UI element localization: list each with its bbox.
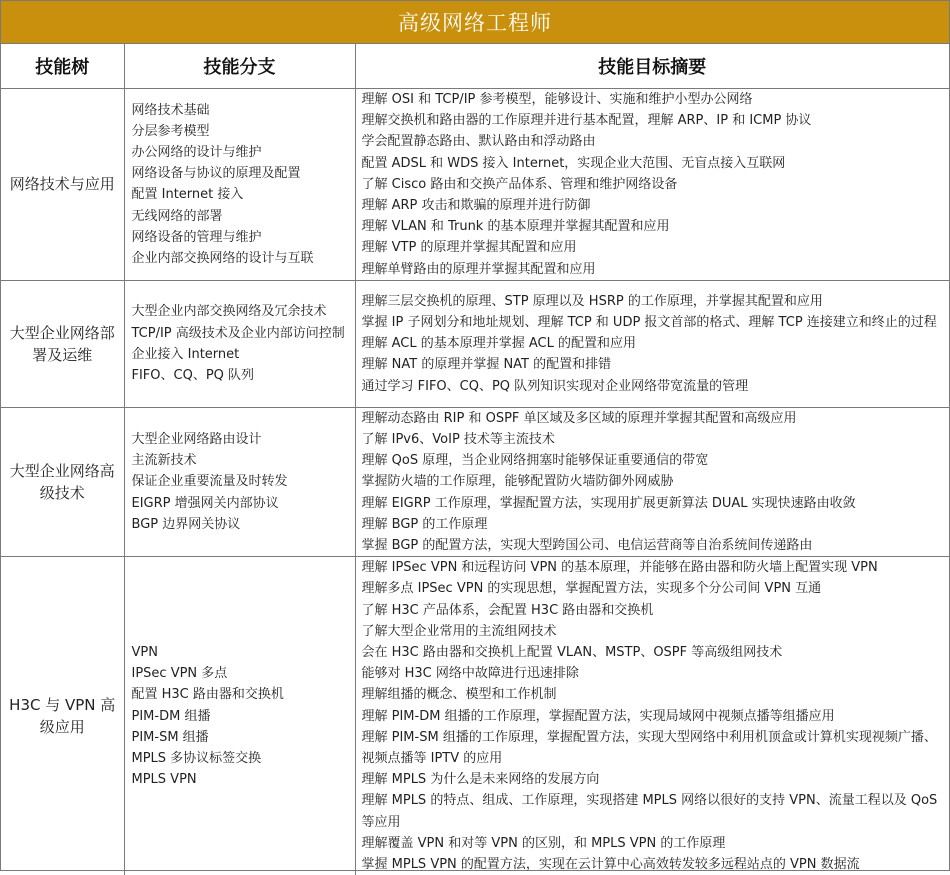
table-body bbox=[1, 89, 949, 875]
skill-goal-item: 理解单臂路由的原理并掌握其配置和应用 bbox=[362, 259, 946, 280]
skill-goal-item: 理解 PIM-DM 组播的工作原理，掌握配置方法，实现局域网中视频点播等组播应用 bbox=[362, 706, 946, 727]
skill-branch-cell bbox=[124, 407, 355, 556]
skill-branch-item: 分层参考模型 bbox=[132, 121, 351, 142]
skill-goal-item: 理解 EIGRP 工作原理，掌握配置方法，实现用扩展更新算法 DUAL 实现快速路由收敛 bbox=[362, 493, 946, 514]
skill-goal-item: 理解 VTP 的原理并掌握其配置和应用 bbox=[362, 237, 946, 258]
skill-goals-cell bbox=[355, 280, 949, 407]
skill-branch-item: 配置 Internet 接入 bbox=[132, 184, 351, 205]
skill-branch-item: 配置 H3C 路由器和交换机 bbox=[132, 684, 351, 705]
skill-branch-item: PIM-SM 组播 bbox=[132, 727, 351, 748]
skill-branch-item: 网络设备的管理与维护 bbox=[132, 227, 351, 248]
skill-branch-item: TCP/IP 高级技术及企业内部访问控制 bbox=[132, 323, 351, 344]
skill-goal-item: 了解大型企业常用的主流组网技术 bbox=[362, 621, 946, 642]
skill-branch-item: BGP 边界网关协议 bbox=[132, 514, 351, 535]
skill-branch-cell bbox=[124, 557, 355, 875]
skill-goal-item: 掌握 BGP 的配置方法，实现大型跨国公司、电信运营商等自治系统间传递路由 bbox=[362, 535, 946, 556]
skill-branch-item: VPN bbox=[132, 642, 351, 663]
skill-branch-item: 办公网络的设计与维护 bbox=[132, 142, 351, 163]
skill-goal-item: 理解 IPSec VPN 和远程访问 VPN 的基本原理，并能够在路由器和防火墙上配置实现 VPN bbox=[362, 557, 946, 578]
skill-goal-item: 理解 BGP 的工作原理 bbox=[362, 514, 946, 535]
skill-goal-item: 掌握 IP 子网划分和地址规划、理解 TCP 和 UDP 报文首部的格式、理解 TCP 连接建立和终止的过程 bbox=[362, 312, 946, 333]
skill-branch-item: 网络设备与协议的原理及配置 bbox=[132, 163, 351, 184]
skill-branch-item: FIFO、CQ、PQ 队列 bbox=[132, 365, 351, 386]
skill-branch-item: 网络技术基础 bbox=[132, 100, 351, 121]
skill-goal-item: 理解 MPLS 的特点、组成、工作原理，实现搭建 MPLS 网络以很好的支持 VPN、流量工程以及 QoS 等应用 bbox=[362, 790, 946, 832]
skill-tree-cell: 大型企业网络高级技术 bbox=[1, 407, 124, 556]
skill-tree-cell: 大型企业网络部署及运维 bbox=[1, 280, 124, 407]
header-row bbox=[1, 44, 949, 89]
skill-goal-item: 会在 H3C 路由器和交换机上配置 VLAN、MSTP、OSPF 等高级组网技术 bbox=[362, 642, 946, 663]
header-skill-branch: 技能分支 bbox=[124, 44, 355, 89]
skill-goal-item: 了解 IPv6、VoIP 技术等主流技术 bbox=[362, 429, 946, 450]
skill-branch-item: 大型企业内部交换网络及冗余技术 bbox=[132, 301, 351, 322]
skill-goals-cell bbox=[355, 407, 949, 556]
skill-goal-item: 理解 VLAN 和 Trunk 的基本原理并掌握其配置和应用 bbox=[362, 216, 946, 237]
skill-goals-cell bbox=[355, 89, 949, 281]
skills-table bbox=[1, 44, 949, 875]
skill-tree-cell: H3C 与 VPN 高级应用 bbox=[1, 557, 124, 875]
table-row bbox=[1, 280, 949, 407]
skill-branch-item: 企业内部交换网络的设计与互联 bbox=[132, 248, 351, 269]
table-row bbox=[1, 557, 949, 875]
header-skill-goals: 技能目标摘要 bbox=[355, 44, 949, 89]
skill-goal-item: 理解 OSI 和 TCP/IP 参考模型，能够设计、实施和维护小型办公网络 bbox=[362, 89, 946, 110]
skill-goal-item: 能够对 H3C 网络中故障进行迅速排除 bbox=[362, 663, 946, 684]
skill-goal-item: 理解多点 IPSec VPN 的实现思想，掌握配置方法，实现多个分公司间 VPN 互通 bbox=[362, 578, 946, 599]
skill-branch-item: MPLS 多协议标签交换 bbox=[132, 748, 351, 769]
skill-branch-item: PIM-DM 组播 bbox=[132, 706, 351, 727]
skill-branch-item: IPSec VPN 多点 bbox=[132, 663, 351, 684]
page-title: 高级网络工程师 bbox=[1, 1, 949, 44]
header-skill-tree: 技能树 bbox=[1, 44, 124, 89]
skill-goal-item: 理解 NAT 的原理并掌握 NAT 的配置和排错 bbox=[362, 354, 946, 375]
skill-branch-item: MPLS VPN bbox=[132, 769, 351, 790]
skill-goal-item: 掌握防火墙的工作原理，能够配置防火墙防御外网威胁 bbox=[362, 471, 946, 492]
table-row bbox=[1, 89, 949, 281]
skill-goal-item: 理解 ARP 攻击和欺骗的原理并进行防御 bbox=[362, 195, 946, 216]
skill-branch-cell bbox=[124, 280, 355, 407]
table-row bbox=[1, 407, 949, 556]
skill-branch-item: 保证企业重要流量及时转发 bbox=[132, 471, 351, 492]
skill-goal-item: 了解 H3C 产品体系，会配置 H3C 路由器和交换机 bbox=[362, 600, 946, 621]
skill-branch-item: 大型企业网络路由设计 bbox=[132, 429, 351, 450]
skill-goals-cell bbox=[355, 557, 949, 875]
skill-tree-cell: 网络技术与应用 bbox=[1, 89, 124, 281]
skill-goal-item: 了解 Cisco 路由和交换产品体系、管理和维护网络设备 bbox=[362, 174, 946, 195]
skill-branch-cell bbox=[124, 89, 355, 281]
skill-goal-item: 学会配置静态路由、默认路由和浮动路由 bbox=[362, 131, 946, 152]
skill-goal-item: 通过学习 FIFO、CQ、PQ 队列知识实现对企业网络带宽流量的管理 bbox=[362, 376, 946, 397]
skill-goal-item: 理解 QoS 原理，当企业网络拥塞时能够保证重要通信的带宽 bbox=[362, 450, 946, 471]
skill-goal-item: 理解交换机和路由器的工作原理并进行基本配置，理解 ARP、IP 和 ICMP 协议 bbox=[362, 110, 946, 131]
skill-goal-item: 理解组播的概念、模型和工作机制 bbox=[362, 684, 946, 705]
skill-branch-item: 主流新技术 bbox=[132, 450, 351, 471]
skill-branch-item: 无线网络的部署 bbox=[132, 206, 351, 227]
skill-goal-item: 理解 ACL 的基本原理并掌握 ACL 的配置和应用 bbox=[362, 333, 946, 354]
skill-branch-item: EIGRP 增强网关内部协议 bbox=[132, 493, 351, 514]
skill-branch-item: 企业接入 Internet bbox=[132, 344, 351, 365]
skill-goal-item: 配置 ADSL 和 WDS 接入 Internet，实现企业大范围、无盲点接入互联网 bbox=[362, 153, 946, 174]
skill-goal-item: 理解三层交换机的原理、STP 原理以及 HSRP 的工作原理，并掌握其配置和应用 bbox=[362, 291, 946, 312]
skill-goal-item: 理解动态路由 RIP 和 OSPF 单区域及多区域的原理并掌握其配置和高级应用 bbox=[362, 408, 946, 429]
skill-goal-item: 理解 MPLS 为什么是未来网络的发展方向 bbox=[362, 769, 946, 790]
skill-goal-item: 理解覆盖 VPN 和对等 VPN 的区别，和 MPLS VPN 的工作原理 bbox=[362, 833, 946, 854]
skill-goal-item: 理解 PIM-SM 组播的工作原理，掌握配置方法，实现大型网络中利用机顶盒或计算机实现视频广播、视频点播等 IPTV 的应用 bbox=[362, 727, 946, 769]
skill-goal-item: 掌握 MPLS VPN 的配置方法，实现在云计算中心高效转发较多远程站点的 VPN 数据流 bbox=[362, 854, 946, 875]
